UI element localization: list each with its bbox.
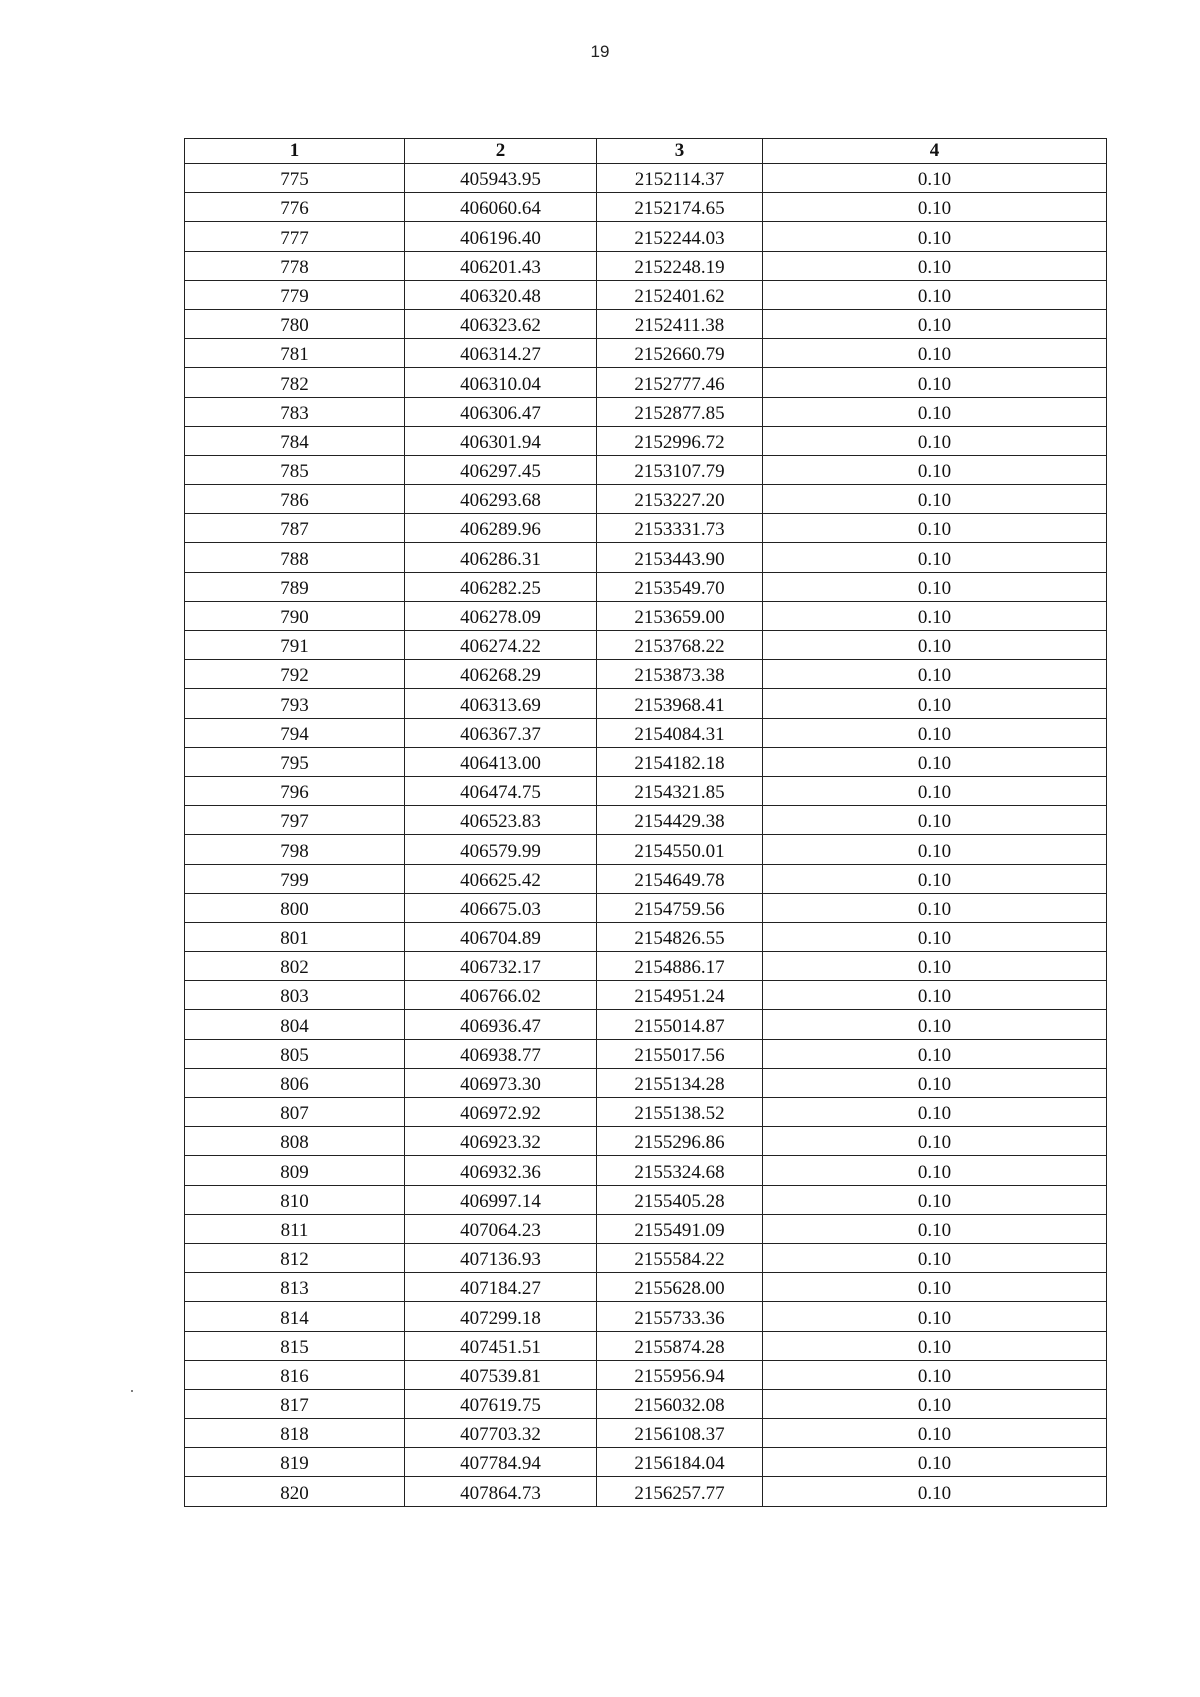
x-coordinate-cell: 406367.37 bbox=[405, 718, 597, 747]
value-cell: 0.10 bbox=[763, 251, 1107, 280]
point-number-cell: 787 bbox=[185, 514, 405, 543]
table-row bbox=[185, 660, 1107, 689]
table-row bbox=[185, 1156, 1107, 1185]
value-cell: 0.10 bbox=[763, 922, 1107, 951]
x-coordinate-cell: 406923.32 bbox=[405, 1127, 597, 1156]
value-cell: 0.10 bbox=[763, 280, 1107, 309]
value-cell: 0.10 bbox=[763, 426, 1107, 455]
table-row bbox=[185, 514, 1107, 543]
point-number-cell: 777 bbox=[185, 222, 405, 251]
table-row bbox=[185, 455, 1107, 484]
value-cell: 0.10 bbox=[763, 893, 1107, 922]
x-coordinate-cell: 406286.31 bbox=[405, 543, 597, 572]
x-coordinate-cell: 407539.81 bbox=[405, 1360, 597, 1389]
x-coordinate-cell: 407451.51 bbox=[405, 1331, 597, 1360]
x-coordinate-cell: 407703.32 bbox=[405, 1419, 597, 1448]
y-coordinate-cell: 2154084.31 bbox=[597, 718, 763, 747]
value-cell: 0.10 bbox=[763, 485, 1107, 514]
x-coordinate-cell: 406474.75 bbox=[405, 776, 597, 805]
point-number-cell: 812 bbox=[185, 1243, 405, 1272]
y-coordinate-cell: 2153768.22 bbox=[597, 631, 763, 660]
y-coordinate-cell: 2153443.90 bbox=[597, 543, 763, 572]
table-row bbox=[185, 309, 1107, 338]
point-number-cell: 791 bbox=[185, 631, 405, 660]
point-number-cell: 782 bbox=[185, 368, 405, 397]
y-coordinate-cell: 2155134.28 bbox=[597, 1068, 763, 1097]
y-coordinate-cell: 2156108.37 bbox=[597, 1419, 763, 1448]
value-cell: 0.10 bbox=[763, 1098, 1107, 1127]
x-coordinate-cell: 406306.47 bbox=[405, 397, 597, 426]
x-coordinate-cell: 407136.93 bbox=[405, 1243, 597, 1272]
x-coordinate-cell: 406060.64 bbox=[405, 193, 597, 222]
point-number-cell: 783 bbox=[185, 397, 405, 426]
x-coordinate-cell: 407619.75 bbox=[405, 1389, 597, 1418]
point-number-cell: 785 bbox=[185, 455, 405, 484]
point-number-cell: 789 bbox=[185, 572, 405, 601]
table-row bbox=[185, 893, 1107, 922]
value-cell: 0.10 bbox=[763, 1127, 1107, 1156]
value-cell: 0.10 bbox=[763, 1068, 1107, 1097]
table-row bbox=[185, 1331, 1107, 1360]
table-row bbox=[185, 164, 1107, 193]
point-number-cell: 799 bbox=[185, 864, 405, 893]
point-number-cell: 792 bbox=[185, 660, 405, 689]
point-number-cell: 801 bbox=[185, 922, 405, 951]
table-row bbox=[185, 1273, 1107, 1302]
value-cell: 0.10 bbox=[763, 1302, 1107, 1331]
point-number-cell: 793 bbox=[185, 689, 405, 718]
point-number-cell: 776 bbox=[185, 193, 405, 222]
value-cell: 0.10 bbox=[763, 1156, 1107, 1185]
y-coordinate-cell: 2153659.00 bbox=[597, 601, 763, 630]
x-coordinate-cell: 405943.95 bbox=[405, 164, 597, 193]
point-number-cell: 794 bbox=[185, 718, 405, 747]
point-number-cell: 816 bbox=[185, 1360, 405, 1389]
table-header-row bbox=[185, 139, 1107, 164]
point-number-cell: 786 bbox=[185, 485, 405, 514]
y-coordinate-cell: 2155014.87 bbox=[597, 1010, 763, 1039]
table-row bbox=[185, 981, 1107, 1010]
value-cell: 0.10 bbox=[763, 1214, 1107, 1243]
y-coordinate-cell: 2152174.65 bbox=[597, 193, 763, 222]
table-row bbox=[185, 1098, 1107, 1127]
point-number-cell: 808 bbox=[185, 1127, 405, 1156]
value-cell: 0.10 bbox=[763, 309, 1107, 338]
x-coordinate-cell: 406282.25 bbox=[405, 572, 597, 601]
value-cell: 0.10 bbox=[763, 543, 1107, 572]
point-number-cell: 810 bbox=[185, 1185, 405, 1214]
y-coordinate-cell: 2154182.18 bbox=[597, 747, 763, 776]
table-row bbox=[185, 1039, 1107, 1068]
x-coordinate-cell: 406310.04 bbox=[405, 368, 597, 397]
table-row bbox=[185, 397, 1107, 426]
table-row bbox=[185, 251, 1107, 280]
column-header-3: 3 bbox=[597, 139, 763, 164]
table-row bbox=[185, 1127, 1107, 1156]
x-coordinate-cell: 406301.94 bbox=[405, 426, 597, 455]
x-coordinate-cell: 406766.02 bbox=[405, 981, 597, 1010]
value-cell: 0.10 bbox=[763, 164, 1107, 193]
x-coordinate-cell: 406579.99 bbox=[405, 835, 597, 864]
table-row bbox=[185, 776, 1107, 805]
y-coordinate-cell: 2152996.72 bbox=[597, 426, 763, 455]
value-cell: 0.10 bbox=[763, 747, 1107, 776]
point-number-cell: 781 bbox=[185, 339, 405, 368]
table-row bbox=[185, 193, 1107, 222]
x-coordinate-cell: 407299.18 bbox=[405, 1302, 597, 1331]
value-cell: 0.10 bbox=[763, 864, 1107, 893]
y-coordinate-cell: 2154826.55 bbox=[597, 922, 763, 951]
value-cell: 0.10 bbox=[763, 1360, 1107, 1389]
value-cell: 0.10 bbox=[763, 835, 1107, 864]
y-coordinate-cell: 2152114.37 bbox=[597, 164, 763, 193]
x-coordinate-cell: 407064.23 bbox=[405, 1214, 597, 1243]
value-cell: 0.10 bbox=[763, 1243, 1107, 1272]
point-number-cell: 796 bbox=[185, 776, 405, 805]
table-row bbox=[185, 1360, 1107, 1389]
table-row bbox=[185, 1389, 1107, 1418]
x-coordinate-cell: 406323.62 bbox=[405, 309, 597, 338]
point-number-cell: 788 bbox=[185, 543, 405, 572]
y-coordinate-cell: 2152244.03 bbox=[597, 222, 763, 251]
value-cell: 0.10 bbox=[763, 981, 1107, 1010]
point-number-cell: 780 bbox=[185, 309, 405, 338]
y-coordinate-cell: 2153549.70 bbox=[597, 572, 763, 601]
y-coordinate-cell: 2154649.78 bbox=[597, 864, 763, 893]
value-cell: 0.10 bbox=[763, 1331, 1107, 1360]
point-number-cell: 779 bbox=[185, 280, 405, 309]
table-row bbox=[185, 952, 1107, 981]
value-cell: 0.10 bbox=[763, 1010, 1107, 1039]
y-coordinate-cell: 2155017.56 bbox=[597, 1039, 763, 1068]
value-cell: 0.10 bbox=[763, 601, 1107, 630]
table-row bbox=[185, 368, 1107, 397]
y-coordinate-cell: 2155405.28 bbox=[597, 1185, 763, 1214]
x-coordinate-cell: 407184.27 bbox=[405, 1273, 597, 1302]
y-coordinate-cell: 2154886.17 bbox=[597, 952, 763, 981]
x-coordinate-cell: 406973.30 bbox=[405, 1068, 597, 1097]
point-number-cell: 798 bbox=[185, 835, 405, 864]
table-row bbox=[185, 922, 1107, 951]
x-coordinate-cell: 406997.14 bbox=[405, 1185, 597, 1214]
table-row bbox=[185, 718, 1107, 747]
table-row bbox=[185, 1214, 1107, 1243]
point-number-cell: 814 bbox=[185, 1302, 405, 1331]
x-coordinate-cell: 406274.22 bbox=[405, 631, 597, 660]
y-coordinate-cell: 2156184.04 bbox=[597, 1448, 763, 1477]
x-coordinate-cell: 406201.43 bbox=[405, 251, 597, 280]
x-coordinate-cell: 406268.29 bbox=[405, 660, 597, 689]
value-cell: 0.10 bbox=[763, 1419, 1107, 1448]
value-cell: 0.10 bbox=[763, 776, 1107, 805]
table-row bbox=[185, 572, 1107, 601]
coordinates-table-container bbox=[184, 138, 1106, 1507]
x-coordinate-cell: 407784.94 bbox=[405, 1448, 597, 1477]
table-row bbox=[185, 806, 1107, 835]
y-coordinate-cell: 2153107.79 bbox=[597, 455, 763, 484]
point-number-cell: 775 bbox=[185, 164, 405, 193]
point-number-cell: 819 bbox=[185, 1448, 405, 1477]
y-coordinate-cell: 2154550.01 bbox=[597, 835, 763, 864]
value-cell: 0.10 bbox=[763, 689, 1107, 718]
table-row bbox=[185, 601, 1107, 630]
y-coordinate-cell: 2156032.08 bbox=[597, 1389, 763, 1418]
point-number-cell: 800 bbox=[185, 893, 405, 922]
y-coordinate-cell: 2152660.79 bbox=[597, 339, 763, 368]
y-coordinate-cell: 2153331.73 bbox=[597, 514, 763, 543]
y-coordinate-cell: 2155874.28 bbox=[597, 1331, 763, 1360]
table-row bbox=[185, 1419, 1107, 1448]
x-coordinate-cell: 406413.00 bbox=[405, 747, 597, 776]
x-coordinate-cell: 406704.89 bbox=[405, 922, 597, 951]
x-coordinate-cell: 406932.36 bbox=[405, 1156, 597, 1185]
value-cell: 0.10 bbox=[763, 514, 1107, 543]
y-coordinate-cell: 2153227.20 bbox=[597, 485, 763, 514]
y-coordinate-cell: 2154951.24 bbox=[597, 981, 763, 1010]
value-cell: 0.10 bbox=[763, 222, 1107, 251]
y-coordinate-cell: 2155324.68 bbox=[597, 1156, 763, 1185]
column-header-4: 4 bbox=[763, 139, 1107, 164]
x-coordinate-cell: 406625.42 bbox=[405, 864, 597, 893]
value-cell: 0.10 bbox=[763, 1448, 1107, 1477]
table-row bbox=[185, 222, 1107, 251]
table-row bbox=[185, 1448, 1107, 1477]
y-coordinate-cell: 2155491.09 bbox=[597, 1214, 763, 1243]
value-cell: 0.10 bbox=[763, 718, 1107, 747]
point-number-cell: 805 bbox=[185, 1039, 405, 1068]
y-coordinate-cell: 2154759.56 bbox=[597, 893, 763, 922]
x-coordinate-cell: 406938.77 bbox=[405, 1039, 597, 1068]
table-row bbox=[185, 1185, 1107, 1214]
point-number-cell: 811 bbox=[185, 1214, 405, 1243]
y-coordinate-cell: 2153968.41 bbox=[597, 689, 763, 718]
point-number-cell: 803 bbox=[185, 981, 405, 1010]
column-header-1: 1 bbox=[185, 139, 405, 164]
y-coordinate-cell: 2152877.85 bbox=[597, 397, 763, 426]
point-number-cell: 802 bbox=[185, 952, 405, 981]
point-number-cell: 818 bbox=[185, 1419, 405, 1448]
value-cell: 0.10 bbox=[763, 368, 1107, 397]
point-number-cell: 806 bbox=[185, 1068, 405, 1097]
y-coordinate-cell: 2153873.38 bbox=[597, 660, 763, 689]
value-cell: 0.10 bbox=[763, 572, 1107, 601]
coordinates-table bbox=[184, 138, 1107, 1507]
table-row bbox=[185, 747, 1107, 776]
x-coordinate-cell: 407864.73 bbox=[405, 1477, 597, 1506]
y-coordinate-cell: 2155296.86 bbox=[597, 1127, 763, 1156]
x-coordinate-cell: 406297.45 bbox=[405, 455, 597, 484]
column-header-2: 2 bbox=[405, 139, 597, 164]
point-number-cell: 807 bbox=[185, 1098, 405, 1127]
point-number-cell: 820 bbox=[185, 1477, 405, 1506]
table-row bbox=[185, 485, 1107, 514]
point-number-cell: 815 bbox=[185, 1331, 405, 1360]
y-coordinate-cell: 2155138.52 bbox=[597, 1098, 763, 1127]
y-coordinate-cell: 2152777.46 bbox=[597, 368, 763, 397]
table-row bbox=[185, 1302, 1107, 1331]
value-cell: 0.10 bbox=[763, 455, 1107, 484]
value-cell: 0.10 bbox=[763, 1273, 1107, 1302]
table-row bbox=[185, 689, 1107, 718]
y-coordinate-cell: 2155628.00 bbox=[597, 1273, 763, 1302]
table-row bbox=[185, 835, 1107, 864]
value-cell: 0.10 bbox=[763, 631, 1107, 660]
table-row bbox=[185, 543, 1107, 572]
x-coordinate-cell: 406278.09 bbox=[405, 601, 597, 630]
value-cell: 0.10 bbox=[763, 806, 1107, 835]
table-row bbox=[185, 1243, 1107, 1272]
y-coordinate-cell: 2152411.38 bbox=[597, 309, 763, 338]
y-coordinate-cell: 2152248.19 bbox=[597, 251, 763, 280]
x-coordinate-cell: 406732.17 bbox=[405, 952, 597, 981]
x-coordinate-cell: 406293.68 bbox=[405, 485, 597, 514]
table-row bbox=[185, 1010, 1107, 1039]
point-number-cell: 795 bbox=[185, 747, 405, 776]
value-cell: 0.10 bbox=[763, 1477, 1107, 1506]
y-coordinate-cell: 2155584.22 bbox=[597, 1243, 763, 1272]
x-coordinate-cell: 406314.27 bbox=[405, 339, 597, 368]
value-cell: 0.10 bbox=[763, 339, 1107, 368]
x-coordinate-cell: 406313.69 bbox=[405, 689, 597, 718]
value-cell: 0.10 bbox=[763, 1185, 1107, 1214]
x-coordinate-cell: 406972.92 bbox=[405, 1098, 597, 1127]
value-cell: 0.10 bbox=[763, 397, 1107, 426]
x-coordinate-cell: 406320.48 bbox=[405, 280, 597, 309]
x-coordinate-cell: 406196.40 bbox=[405, 222, 597, 251]
stray-mark bbox=[131, 1390, 133, 1392]
point-number-cell: 790 bbox=[185, 601, 405, 630]
point-number-cell: 784 bbox=[185, 426, 405, 455]
value-cell: 0.10 bbox=[763, 1389, 1107, 1418]
point-number-cell: 817 bbox=[185, 1389, 405, 1418]
y-coordinate-cell: 2152401.62 bbox=[597, 280, 763, 309]
value-cell: 0.10 bbox=[763, 1039, 1107, 1068]
table-row bbox=[185, 631, 1107, 660]
table-row bbox=[185, 280, 1107, 309]
table-row bbox=[185, 339, 1107, 368]
value-cell: 0.10 bbox=[763, 660, 1107, 689]
y-coordinate-cell: 2156257.77 bbox=[597, 1477, 763, 1506]
y-coordinate-cell: 2155956.94 bbox=[597, 1360, 763, 1389]
point-number-cell: 778 bbox=[185, 251, 405, 280]
page-number: 19 bbox=[590, 42, 610, 61]
point-number-cell: 813 bbox=[185, 1273, 405, 1302]
table-row bbox=[185, 1477, 1107, 1506]
point-number-cell: 809 bbox=[185, 1156, 405, 1185]
x-coordinate-cell: 406675.03 bbox=[405, 893, 597, 922]
value-cell: 0.10 bbox=[763, 952, 1107, 981]
value-cell: 0.10 bbox=[763, 193, 1107, 222]
x-coordinate-cell: 406936.47 bbox=[405, 1010, 597, 1039]
y-coordinate-cell: 2154429.38 bbox=[597, 806, 763, 835]
y-coordinate-cell: 2155733.36 bbox=[597, 1302, 763, 1331]
table-row bbox=[185, 864, 1107, 893]
y-coordinate-cell: 2154321.85 bbox=[597, 776, 763, 805]
table-row bbox=[185, 426, 1107, 455]
point-number-cell: 797 bbox=[185, 806, 405, 835]
point-number-cell: 804 bbox=[185, 1010, 405, 1039]
x-coordinate-cell: 406523.83 bbox=[405, 806, 597, 835]
table-body bbox=[185, 164, 1107, 1507]
x-coordinate-cell: 406289.96 bbox=[405, 514, 597, 543]
table-row bbox=[185, 1068, 1107, 1097]
